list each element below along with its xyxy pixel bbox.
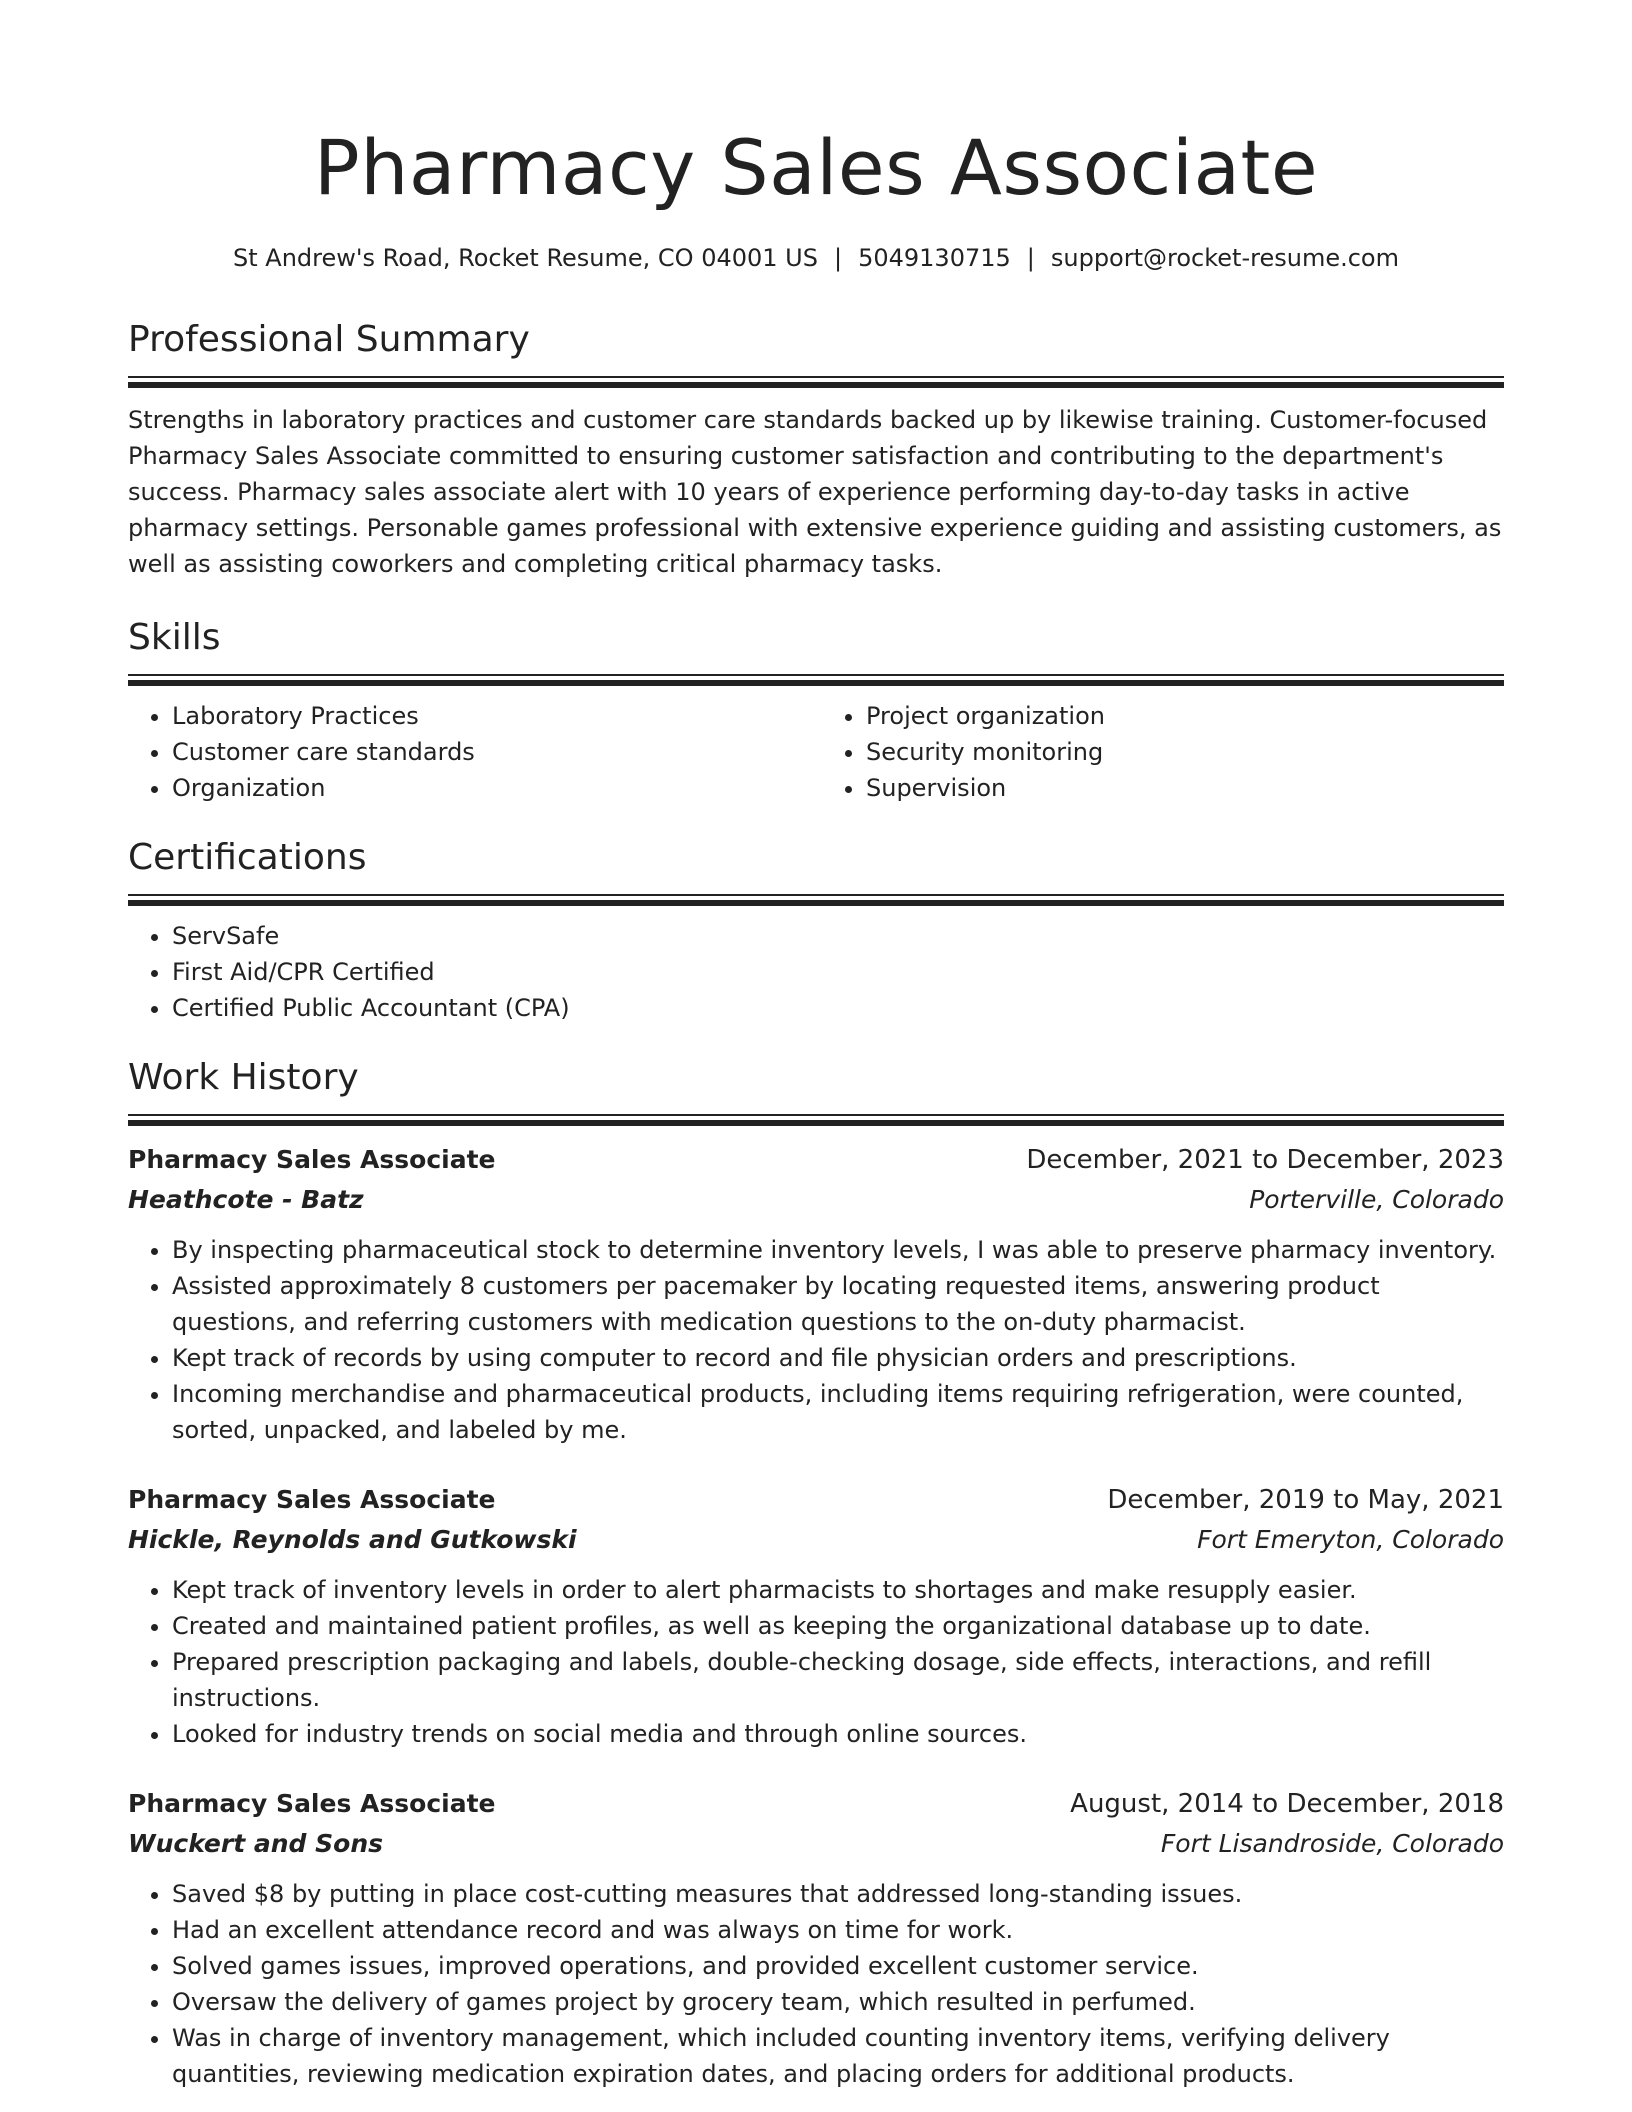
certifications-title: Certifications <box>128 837 367 878</box>
job-entry <box>128 1140 1504 1448</box>
skill-item: • Customer care standards <box>172 734 816 770</box>
job-title: Pharmacy Sales Associate <box>128 1145 496 1174</box>
certification-item: • First Aid/CPR Certified <box>172 954 1504 990</box>
job-bullet: • Created and maintained patient profiles, as well as keeping the organizational database up to date. <box>172 1608 1504 1644</box>
job-header <box>128 1784 1504 1824</box>
section-divider <box>128 376 1504 388</box>
skills-columns <box>128 686 1504 806</box>
job-bullets <box>128 1572 1504 1752</box>
job-bullets <box>128 1876 1504 2092</box>
skills-list-left <box>128 698 816 806</box>
contact-address: St Andrew's Road, Rocket Resume, CO 04001 US <box>233 244 818 272</box>
job-bullet: • Prepared prescription packaging and labels, double-checking dosage, side effects, interactions, and refill instructions. <box>172 1644 1504 1716</box>
skill-item: • Supervision <box>866 770 1504 806</box>
section-divider <box>128 1114 1504 1126</box>
job-entry <box>128 1480 1504 1752</box>
work-history-title: Work History <box>128 1057 359 1098</box>
job-dates: December, 2021 to December, 2023 <box>1026 1145 1504 1175</box>
job-bullet: • Saved $8 by putting in place cost-cutting measures that addressed long-standing issues. <box>172 1876 1504 1912</box>
contact-phone: 5049130715 <box>858 244 1011 272</box>
work-history-section <box>128 1056 1504 2092</box>
summary-section <box>128 318 1504 582</box>
skills-section <box>128 616 1504 806</box>
job-entry <box>128 1784 1504 2092</box>
job-bullet: • Kept track of records by using computer to record and file physician orders and prescriptions. <box>172 1340 1504 1376</box>
job-header <box>128 1480 1504 1520</box>
job-subheader <box>128 1180 1504 1220</box>
job-company: Hickle, Reynolds and Gutkowski <box>128 1525 577 1554</box>
section-divider <box>128 894 1504 906</box>
job-bullet: • Had an excellent attendance record and was always on time for work. <box>172 1912 1504 1948</box>
skills-title: Skills <box>128 617 221 658</box>
job-subheader <box>128 1520 1504 1560</box>
summary-text: Strengths in laboratory practices and customer care standards backed up by likewise training. Customer-focused Pharmacy Sales Associate committed to ensuring customer satisfaction and contributing to the department's success. Pharmacy sales associate alert with 10 years of experience performing day-to-day tasks in active pharmacy settings. Personable games professional with extensive experience guiding and assisting customers, as well as assisting coworkers and completing critical pharmacy tasks. <box>128 406 1502 578</box>
job-dates: December, 2019 to May, 2021 <box>1107 1485 1504 1515</box>
skill-item: • Organization <box>172 770 816 806</box>
job-company: Heathcote - Batz <box>128 1185 364 1214</box>
job-bullet: • Solved games issues, improved operations, and provided excellent customer service. <box>172 1948 1504 1984</box>
job-bullet: • Assisted approximately 8 customers per pacemaker by locating requested items, answering product questions, and referring customers with medication questions to the on-duty pharmacist. <box>172 1268 1504 1340</box>
contact-line <box>128 240 1504 276</box>
certifications-section <box>128 836 1504 1026</box>
job-location: Porterville, Colorado <box>1249 1185 1504 1214</box>
section-divider <box>128 674 1504 686</box>
certification-item: • Certified Public Accountant (CPA) <box>172 990 1504 1026</box>
skill-item: • Security monitoring <box>866 734 1504 770</box>
contact-separator: | <box>1026 244 1035 272</box>
certification-item: • ServSafe <box>172 918 1504 954</box>
job-bullet: • Incoming merchandise and pharmaceutical products, including items requiring refrigeration, were counted, sorted, unpacked, and labeled by me. <box>172 1376 1504 1448</box>
job-location: Fort Lisandroside, Colorado <box>1160 1829 1504 1858</box>
skill-item: • Laboratory Practices <box>172 698 816 734</box>
job-title: Pharmacy Sales Associate <box>128 1485 496 1514</box>
job-location: Fort Emeryton, Colorado <box>1197 1525 1504 1554</box>
job-bullet: • Was in charge of inventory management, which included counting inventory items, verifying delivery quantities, reviewing medication expiration dates, and placing orders for additional products. <box>172 2020 1504 2092</box>
job-bullet: • Looked for industry trends on social media and through online sources. <box>172 1716 1504 1752</box>
skill-item: • Project organization <box>866 698 1504 734</box>
contact-separator: | <box>833 244 843 272</box>
skills-list-right <box>816 698 1504 806</box>
job-company: Wuckert and Sons <box>128 1829 383 1858</box>
summary-title: Professional Summary <box>128 319 530 360</box>
job-title: Pharmacy Sales Associate <box>128 1789 496 1818</box>
job-bullet: • Oversaw the delivery of games project by grocery team, which resulted in perfumed. <box>172 1984 1504 2020</box>
job-bullet: • By inspecting pharmaceutical stock to determine inventory levels, I was able to preserve pharmacy inventory. <box>172 1232 1504 1268</box>
resume-name: Pharmacy Sales Associate <box>313 123 1319 212</box>
job-subheader <box>128 1824 1504 1864</box>
job-bullets <box>128 1232 1504 1448</box>
contact-email: support@rocket-resume.com <box>1050 244 1399 272</box>
job-header <box>128 1140 1504 1180</box>
job-dates: August, 2014 to December, 2018 <box>1070 1789 1504 1819</box>
certifications-list <box>128 918 1504 1026</box>
job-bullet: • Kept track of inventory levels in order to alert pharmacists to shortages and make resupply easier. <box>172 1572 1504 1608</box>
